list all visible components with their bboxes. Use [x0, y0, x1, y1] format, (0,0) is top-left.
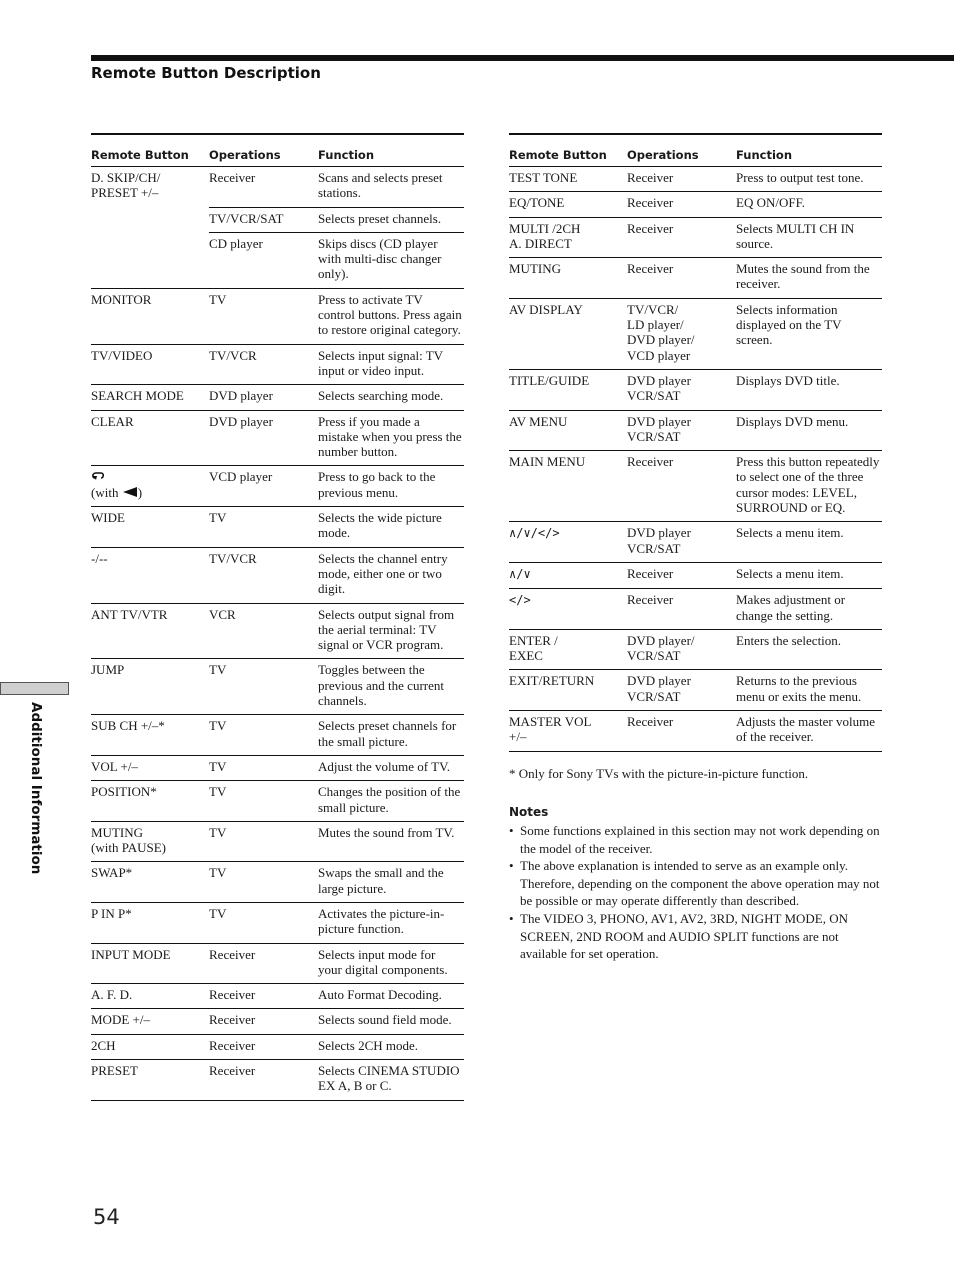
- button-name: AV MENU: [509, 413, 568, 429]
- operations-value: Receiver: [627, 195, 674, 211]
- table-row: [509, 562, 882, 588]
- table-row: [91, 507, 464, 548]
- operations-value: TV/VCR/SAT: [209, 210, 284, 226]
- function-cell: [318, 1060, 464, 1101]
- function-description: Press to activate TV control buttons. Press again to restore original category.: [318, 291, 462, 338]
- button-name-cell: [509, 451, 627, 522]
- button-name-cell: [91, 507, 209, 548]
- function-description: Selects CINEMA STUDIO EX A, B or C.: [318, 1063, 460, 1094]
- operations-value: Receiver: [209, 170, 256, 185]
- function-cell: [736, 670, 882, 711]
- function-description: Selects input signal: TV input or video input.: [318, 347, 443, 378]
- note-item: [509, 822, 881, 857]
- function-description: Selects 2CH mode.: [318, 1037, 419, 1053]
- button-note-suffix: ): [137, 484, 143, 500]
- table-row: [91, 1034, 464, 1059]
- button-name: TITLE/GUIDE: [509, 372, 590, 388]
- operations-cell: [209, 1060, 318, 1101]
- operations-value: TV: [209, 291, 227, 307]
- operations-value: DVD player VCR/SAT: [627, 673, 691, 704]
- function-cell: [318, 781, 464, 822]
- button-name-cell: [509, 522, 627, 563]
- function-cell: [736, 451, 882, 522]
- button-name: INPUT MODE: [91, 946, 171, 962]
- operations-cell: [209, 1009, 318, 1034]
- button-name: JUMP: [91, 662, 125, 678]
- function-description: Selects the channel entry mode, either one or two digit.: [318, 550, 448, 597]
- button-name-cell: [509, 167, 627, 192]
- function-cell: [736, 629, 882, 670]
- button-name-cell: [509, 670, 627, 711]
- footnote: * Only for Sony TVs with the picture-in-picture function.: [509, 766, 809, 781]
- function-cell: [736, 258, 882, 299]
- notes-heading: Notes: [509, 805, 549, 819]
- button-name-cell: [91, 821, 209, 862]
- table-row: [509, 192, 882, 217]
- table-row: [91, 410, 464, 466]
- function-cell: [318, 755, 464, 780]
- function-cell: [736, 410, 882, 451]
- function-description: Press this button repeatedly to select one of the three cursor modes: LEVEL, SURROUND or EQ.: [736, 454, 880, 516]
- operations-cell: [209, 715, 318, 756]
- function-cell: [318, 466, 464, 507]
- table-row: [91, 781, 464, 822]
- function-description: EQ ON/OFF.: [736, 195, 806, 211]
- table-row: [91, 288, 464, 344]
- operations-cell: [209, 603, 318, 659]
- button-name-cell: [509, 369, 627, 410]
- operations-value: TV: [209, 758, 227, 774]
- function-description: Selects output signal from the aerial terminal: TV signal or VCR program.: [318, 606, 455, 653]
- button-name: ∧/∨/</>: [509, 526, 560, 541]
- button-name-cell: [91, 1034, 209, 1059]
- function-description: Enters the selection.: [736, 632, 842, 648]
- button-name: VOL +/–: [91, 758, 138, 774]
- operations-cell: [209, 207, 318, 232]
- button-name-cell: [91, 902, 209, 943]
- button-name: SEARCH MODE: [91, 388, 184, 404]
- function-description: Skips discs (CD player with multi-disc changer only).: [318, 235, 442, 282]
- operations-cell: [209, 385, 318, 410]
- function-cell: [736, 192, 882, 217]
- operations-value: Receiver: [209, 987, 256, 1003]
- note-text: The above explanation is intended to serve as an example only. Therefore, depending on the component the above operation may not be possible or may operate differently than described.: [520, 858, 880, 909]
- function-cell: [736, 217, 882, 258]
- function-description: Selects preset channels.: [318, 210, 442, 226]
- operations-value: TV/VCR: [209, 347, 257, 363]
- operations-cell: [209, 984, 318, 1009]
- button-name: ENTER / EXEC: [509, 632, 558, 664]
- bullet: •: [509, 910, 514, 926]
- operations-cell: [627, 369, 736, 410]
- button-name-cell: [91, 603, 209, 659]
- button-name-cell: [509, 192, 627, 217]
- function-description: Selects preset channels for the small picture.: [318, 718, 457, 749]
- note-item: [509, 910, 881, 963]
- function-cell: [318, 1034, 464, 1059]
- note-item: [509, 857, 881, 910]
- button-name: PRESET: [91, 1063, 138, 1079]
- button-name-cell: [509, 298, 627, 369]
- button-name: TEST TONE: [509, 170, 578, 185]
- table-row: [91, 344, 464, 385]
- function-description: Selects MULTI CH IN source.: [736, 220, 855, 251]
- button-name: EXIT/RETURN: [509, 673, 595, 689]
- function-cell: [318, 232, 464, 288]
- operations-cell: [209, 232, 318, 288]
- operations-value: TV: [209, 784, 227, 800]
- operations-value: DVD player VCR/SAT: [627, 413, 691, 444]
- function-description: Selects the wide picture mode.: [318, 510, 442, 541]
- bullet: •: [509, 823, 514, 838]
- operations-value: VCR: [209, 606, 236, 622]
- operations-value: DVD player VCR/SAT: [627, 525, 691, 556]
- notes-list: [509, 822, 881, 963]
- operations-cell: [627, 629, 736, 670]
- function-description: Press to output test tone.: [736, 170, 864, 185]
- button-name-cell: [509, 589, 627, 630]
- operations-cell: [627, 298, 736, 369]
- operations-value: Receiver: [627, 220, 674, 236]
- function-cell: [736, 298, 882, 369]
- operations-cell: [209, 167, 318, 208]
- function-description: Makes adjustment or change the setting.: [736, 592, 846, 623]
- function-cell: [318, 410, 464, 466]
- table-row: [91, 862, 464, 903]
- button-name: ∧/∨: [509, 566, 531, 581]
- button-name: A. F. D.: [91, 987, 133, 1003]
- function-description: Press to go back to the previous menu.: [318, 469, 436, 500]
- function-cell: [318, 821, 464, 862]
- table-row: [91, 715, 464, 756]
- button-note-prefix: (with: [91, 484, 122, 500]
- operations-cell: [209, 781, 318, 822]
- button-name: D. SKIP/CH/ PRESET +/–: [91, 170, 161, 201]
- button-name: WIDE: [91, 510, 125, 526]
- button-name-cell: [509, 258, 627, 299]
- table-row: [509, 167, 882, 192]
- operations-cell: [209, 943, 318, 984]
- button-name-cell: [91, 659, 209, 715]
- table-row: [91, 984, 464, 1009]
- button-name-cell: [91, 943, 209, 984]
- function-cell: [736, 589, 882, 630]
- function-description: Selects searching mode.: [318, 388, 444, 404]
- operations-cell: [627, 670, 736, 711]
- operations-cell: [209, 821, 318, 862]
- function-cell: [318, 862, 464, 903]
- function-description: Mutes the sound from the receiver.: [736, 261, 870, 292]
- button-name-cell: [91, 385, 209, 410]
- button-name: CLEAR: [91, 413, 134, 429]
- table-row: [91, 167, 464, 208]
- function-description: Scans and selects preset stations.: [318, 170, 443, 201]
- function-cell: [318, 167, 464, 208]
- table-row: [91, 1060, 464, 1101]
- table-row: [91, 821, 464, 862]
- button-name: 2CH: [91, 1037, 116, 1053]
- button-name: </>: [509, 593, 531, 608]
- button-name: MULTI /2CH A. DIRECT: [509, 220, 581, 251]
- page-number: 54: [93, 1205, 120, 1229]
- operations-cell: [209, 466, 318, 507]
- button-name: POSITION*: [91, 784, 157, 800]
- operations-cell: [627, 711, 736, 752]
- operations-cell: [209, 344, 318, 385]
- button-name: ANT TV/VTR: [91, 606, 168, 622]
- column-header-button: Remote Button: [91, 134, 209, 167]
- left-button-table: [91, 133, 464, 1101]
- table-row: [91, 547, 464, 603]
- operations-cell: [627, 192, 736, 217]
- function-cell: [318, 344, 464, 385]
- operations-value: TV: [209, 905, 227, 921]
- button-name: -/--: [91, 550, 108, 566]
- operations-cell: [209, 547, 318, 603]
- function-description: Toggles between the previous and the current channels.: [318, 662, 444, 709]
- function-description: Displays DVD title.: [736, 372, 840, 388]
- function-description: Press if you made a mistake when you press the number button.: [318, 413, 462, 460]
- left-triangle-icon: [122, 485, 138, 500]
- table-row: [91, 603, 464, 659]
- button-name: MASTER VOL +/–: [509, 714, 592, 745]
- operations-cell: [627, 562, 736, 588]
- function-cell: [736, 167, 882, 192]
- table-row: [509, 589, 882, 630]
- button-name: MAIN MENU: [509, 454, 586, 470]
- function-cell: [736, 369, 882, 410]
- button-name-cell: [91, 466, 209, 507]
- table-row: [91, 659, 464, 715]
- button-name-cell: [91, 288, 209, 344]
- function-cell: [736, 562, 882, 588]
- button-name-cell: [91, 984, 209, 1009]
- button-name-cell: [509, 711, 627, 752]
- column-header-operations: Operations: [627, 134, 736, 167]
- function-cell: [318, 207, 464, 232]
- operations-value: Receiver: [209, 1037, 256, 1053]
- function-cell: [318, 507, 464, 548]
- table-row: [509, 410, 882, 451]
- operations-value: TV: [209, 865, 227, 881]
- button-name: MUTING (with PAUSE): [91, 824, 167, 856]
- bullet: •: [509, 858, 514, 874]
- operations-cell: [209, 1034, 318, 1059]
- function-description: Returns to the previous menu or exits the menu.: [736, 673, 862, 704]
- right-button-table: [509, 133, 882, 752]
- function-cell: [318, 984, 464, 1009]
- table-header-row: [91, 134, 464, 167]
- operations-cell: [209, 862, 318, 903]
- operations-value: Receiver: [627, 714, 674, 730]
- button-name-cell: [509, 410, 627, 451]
- button-name: AV DISPLAY: [509, 301, 583, 317]
- button-name: MUTING: [509, 261, 561, 277]
- operations-value: Receiver: [627, 261, 674, 277]
- table-row: [509, 451, 882, 522]
- function-description: Adjust the volume of TV.: [318, 758, 451, 774]
- operations-value: TV/VCR/ LD player/ DVD player/ VCD player: [627, 301, 695, 363]
- function-description: Auto Format Decoding.: [318, 987, 442, 1003]
- column-header-operations: Operations: [209, 134, 318, 167]
- function-description: Selects input mode for your digital components.: [318, 946, 448, 977]
- table-row: [509, 369, 882, 410]
- button-name: EQ/TONE: [509, 195, 565, 211]
- operations-cell: [627, 589, 736, 630]
- column-header-function: Function: [736, 134, 882, 167]
- function-cell: [318, 1009, 464, 1034]
- button-name-cell: [91, 410, 209, 466]
- operations-value: VCD player: [209, 469, 273, 485]
- button-name: TV/VIDEO: [91, 347, 153, 363]
- button-name-cell: [509, 217, 627, 258]
- button-name: MONITOR: [91, 291, 152, 307]
- operations-value: DVD player VCR/SAT: [627, 372, 691, 404]
- function-cell: [318, 659, 464, 715]
- button-name-cell: [91, 167, 209, 289]
- function-cell: [318, 288, 464, 344]
- function-description: Selects a menu item.: [736, 565, 844, 581]
- button-name: P IN P*: [91, 905, 132, 921]
- operations-cell: [627, 522, 736, 563]
- operations-cell: [209, 507, 318, 548]
- button-name-cell: [91, 755, 209, 780]
- return-arrow-icon: [91, 469, 105, 484]
- button-name-cell: [509, 629, 627, 670]
- table-header-row: [509, 134, 882, 167]
- function-cell: [736, 711, 882, 752]
- function-cell: [318, 902, 464, 943]
- button-name-cell: [91, 1060, 209, 1101]
- operations-value: TV/VCR: [209, 550, 257, 566]
- operations-value: DVD player: [209, 388, 273, 404]
- operations-cell: [627, 410, 736, 451]
- top-rule: [91, 55, 954, 61]
- table-row: [509, 711, 882, 752]
- operations-cell: [209, 902, 318, 943]
- side-tab-label: Additional Information: [28, 702, 44, 875]
- table-row: [509, 522, 882, 563]
- table-row: [91, 1009, 464, 1034]
- note-text: The VIDEO 3, PHONO, AV1, AV2, 3RD, NIGHT MODE, ON SCREEN, 2ND ROOM and AUDIO SPLIT functions are not available for set operation.: [520, 910, 849, 962]
- function-cell: [318, 715, 464, 756]
- function-description: Changes the position of the small picture.: [318, 784, 461, 815]
- function-description: Selects information displayed on the TV screen.: [736, 301, 842, 348]
- function-description: Displays DVD menu.: [736, 413, 849, 429]
- table-row: [91, 902, 464, 943]
- table-row: [509, 258, 882, 299]
- button-name-cell: [91, 715, 209, 756]
- button-name: SUB CH +/–*: [91, 718, 165, 734]
- operations-value: DVD player: [209, 413, 273, 429]
- operations-value: TV: [209, 718, 227, 734]
- table-row: [91, 943, 464, 984]
- table-row: [91, 466, 464, 507]
- operations-cell: [209, 755, 318, 780]
- side-tab-marker: [0, 682, 69, 695]
- operations-cell: [627, 167, 736, 192]
- table-row: [91, 385, 464, 410]
- function-cell: [318, 385, 464, 410]
- operations-cell: [209, 410, 318, 466]
- operations-value: TV: [209, 510, 227, 526]
- function-cell: [318, 603, 464, 659]
- operations-cell: [627, 451, 736, 522]
- function-description: Selects a menu item.: [736, 525, 844, 541]
- function-description: Selects sound field mode.: [318, 1012, 452, 1028]
- operations-value: Receiver: [627, 454, 674, 470]
- operations-cell: [627, 258, 736, 299]
- button-name-cell: [91, 547, 209, 603]
- function-cell: [736, 522, 882, 563]
- note-text: Some functions explained in this section may not work depending on the model of the receiver.: [520, 823, 880, 856]
- operations-cell: [209, 288, 318, 344]
- table-row: [509, 670, 882, 711]
- button-name-cell: [91, 862, 209, 903]
- section-title: Remote Button Description: [91, 64, 321, 82]
- button-name-cell: [91, 781, 209, 822]
- operations-value: Receiver: [209, 946, 256, 962]
- operations-value: Receiver: [627, 592, 674, 608]
- function-description: Activates the picture-in-picture function.: [318, 905, 445, 937]
- table-row: [91, 755, 464, 780]
- button-name: MODE +/–: [91, 1012, 150, 1028]
- operations-cell: [627, 217, 736, 258]
- operations-value: TV: [209, 824, 227, 840]
- operations-value: Receiver: [209, 1063, 256, 1079]
- function-description: Mutes the sound from TV.: [318, 824, 455, 840]
- operations-value: DVD player/ VCR/SAT: [627, 632, 695, 664]
- button-name-cell: [509, 562, 627, 588]
- column-header-button: Remote Button: [509, 134, 627, 167]
- table-row: [509, 629, 882, 670]
- button-name-cell: [91, 1009, 209, 1034]
- button-name: SWAP*: [91, 865, 133, 881]
- operations-value: Receiver: [627, 565, 674, 581]
- button-name-cell: [91, 344, 209, 385]
- operations-value: CD player: [209, 235, 263, 251]
- table-row: [509, 298, 882, 369]
- function-description: Adjusts the master volume of the receiver.: [736, 714, 876, 745]
- operations-value: TV: [209, 662, 227, 678]
- column-header-function: Function: [318, 134, 464, 167]
- operations-cell: [209, 659, 318, 715]
- table-row: [509, 217, 882, 258]
- function-cell: [318, 547, 464, 603]
- function-description: Swaps the small and the large picture.: [318, 865, 444, 896]
- operations-value: Receiver: [627, 170, 674, 185]
- operations-value: Receiver: [209, 1012, 256, 1028]
- function-cell: [318, 943, 464, 984]
